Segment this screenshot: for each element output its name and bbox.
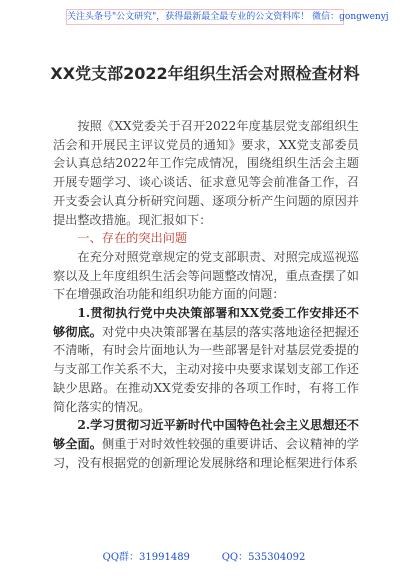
intro-paragraph: 按照《XX党委关于召开2022年度基层党支部组织生活会和开展民主评议党员的通知》要求，XX党支部委员会认真总结2022年工作完成情况，围绕组织生活会主题开展专题学习、谈心谈话、征求意见等会前准备工作，召开支委会认真分析研究问题、逐项分析产生问题的原因并提出整改措施。现汇报如下： [53, 119, 359, 227]
section-heading: 一、存在的突出问题 [77, 231, 188, 246]
document-body [53, 117, 359, 472]
issue-item-1-heading: 1.贯彻执行党中央决策部署和XX党委工作安排还不够彻底。 [53, 306, 359, 339]
document-title: XX党支部2022年组织生活会对照检查材料 [50, 64, 360, 83]
body-paragraph: 在充分对照党章规定的党支部职责、对照完成巡视巡察以及上年度组织生活会等问题整改情况，重点查摆了如下在增强政治功能和组织功能方面的问题： [53, 249, 359, 302]
contact-footer: QQ群：31991489 QQ：535304092 [102, 552, 306, 563]
issue-item-1-text: 对党中央决策部署在基层的落实落地途径把握还不清晰，有时会片面地认为一些部署是针对基层党委提的与支部工作关系不大，主动对接中央要求谋划支部工作还缺少思路。在推动XX党委安排的各项工作时，有将工作简化落实的情况。 [53, 324, 359, 414]
issue-item-2-text: 侧重于对时效性较强的重要讲话、会议精神的学习，没有根据党的创新理论发展脉络和理论框架进行体系 [53, 436, 359, 470]
issue-item-2-heading: 2.学习贯彻习近平新时代中国特色社会主义思想还不够全面。 [53, 418, 359, 451]
promo-banner: 关注头条号"公文研究"，获得最新最全最专业的公文资料库！ 微信：gongwenyj [66, 9, 344, 25]
issue-item-1 [53, 304, 359, 416]
issue-item-2 [53, 416, 359, 472]
